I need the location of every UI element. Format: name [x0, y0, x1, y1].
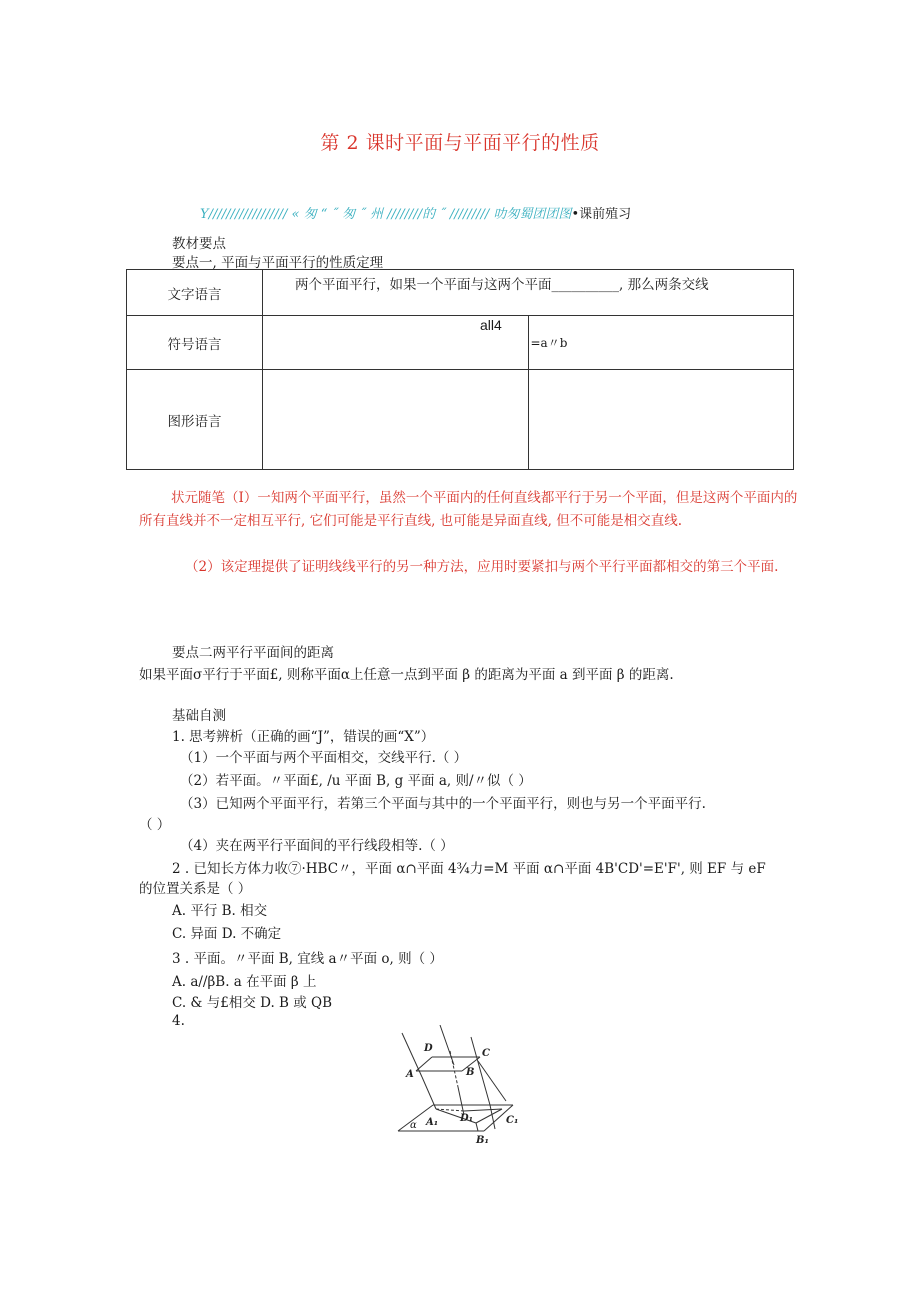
page-title: 第 2 课时平面与平面平行的性质 [320, 132, 600, 154]
symbol-left-content: all4 [480, 317, 502, 333]
quiz-heading: 基础自测 [172, 708, 226, 724]
fig-label-b1: B₁ [476, 1135, 489, 1146]
quiz-q1-1: （1）一个平面与两个平面相交，交线平行.（ ） [180, 750, 468, 766]
quiz-q1-4: （4）夹在两平行平面间的平行线段相等.（ ） [180, 838, 454, 854]
fig-label-d: D [424, 1043, 433, 1054]
text-lang-cell [263, 270, 794, 316]
quiz-q1: 1. 思考辨析（正确的画“J”，错误的画“X”） [172, 729, 435, 745]
symbol-cell-right [528, 316, 794, 370]
fig-label-b: B [466, 1067, 475, 1078]
materials-heading: 教材要点 [172, 236, 226, 252]
point2-text: 如果平面σ平行于平面£, 则称平面α上任意一点到平面 β 的距离为平面 a 到平面 β 的距离. [139, 667, 674, 683]
note-paragraph-2: （2）该定理提供了证明线线平行的另一种方法，应用时要紧扣与两个平行平面都相交的第三个平面. [185, 559, 779, 575]
quiz-q1-3: （3）已知两个平面平行，若第三个平面与其中的一个平面平行，则也与另一个平面平行. [180, 796, 706, 812]
symbol-cell-left [263, 316, 529, 370]
symbol-right-content: =a〃b [530, 336, 568, 350]
banner-marks: Y////////////////// « 匆 “ ˝ 匆 ˝ 州 ////////的 ˝ ///////// 叻匆蜀团团图 [200, 207, 572, 222]
point1-heading: 要点一, 平面与平面平行的性质定理 [172, 255, 384, 271]
quiz-q3-options-1: A. a//βB. a 在平面 β 上 [172, 974, 317, 990]
fig-label-a: A [406, 1069, 414, 1080]
fig-label-c: C [482, 1048, 490, 1059]
quiz-q1-3-answer: （ ） [139, 817, 171, 833]
row-head-figure-lang: 图形语言 [127, 370, 263, 470]
fig-label-alpha: α [410, 1120, 417, 1131]
figure-cell-left [263, 370, 529, 470]
banner-label: •课前殖习 [571, 207, 632, 222]
quiz-q2-options-2: C. 异面 D. 不确定 [172, 926, 282, 942]
quiz-q3: 3 . 平面。〃平面 B, 宜线 a〃平面 o, 则（ ） [172, 951, 443, 967]
quiz-q3-options-2: C. & 与£相交 D. B 或 QB [172, 995, 333, 1011]
section-banner [200, 203, 631, 222]
row-head-text-lang: 文字语言 [127, 270, 263, 316]
fig-label-c1: C₁ [506, 1115, 519, 1126]
quiz-q2-cont: 的位置关系是（ ） [139, 881, 252, 897]
point2-heading: 要点二两平行平面间的距离 [172, 645, 334, 661]
text-lang-content: 两个平面平行，如果一个平面与这两个平面__________, 那么两条交线 [295, 277, 709, 293]
quiz-q4: 4. [172, 1013, 185, 1029]
prism-figure [396, 1025, 530, 1147]
quiz-q2: 2 . 已知长方体力收⑦·HBC〃，平面 α∩平面 4¾力=M 平面 α∩平面 4B'CD'=E'F', 则 EF 与 eF [172, 861, 766, 877]
note-paragraph-1: 状元随笔（I）一知两个平面平行，虽然一个平面内的任何直线都平行于另一个平面，但是这两个平面内的所有直线并不一定相互平行, 它们可能是平行直线, 也可能是异面直线, 但不可能是相交直线. [139, 490, 798, 529]
quiz-q1-2: （2）若平面。〃平面£, /u 平面 B, g 平面 a, 则/〃似（ ） [180, 773, 532, 789]
fig-label-a1: A₁ [426, 1117, 439, 1128]
quiz-q2-options-1: A. 平行 B. 相交 [172, 903, 268, 919]
figure-cell-right [528, 370, 794, 470]
theorem-table [126, 269, 794, 470]
row-head-symbol-lang: 符号语言 [127, 316, 263, 370]
fig-label-d1: D₁ [460, 1113, 474, 1124]
